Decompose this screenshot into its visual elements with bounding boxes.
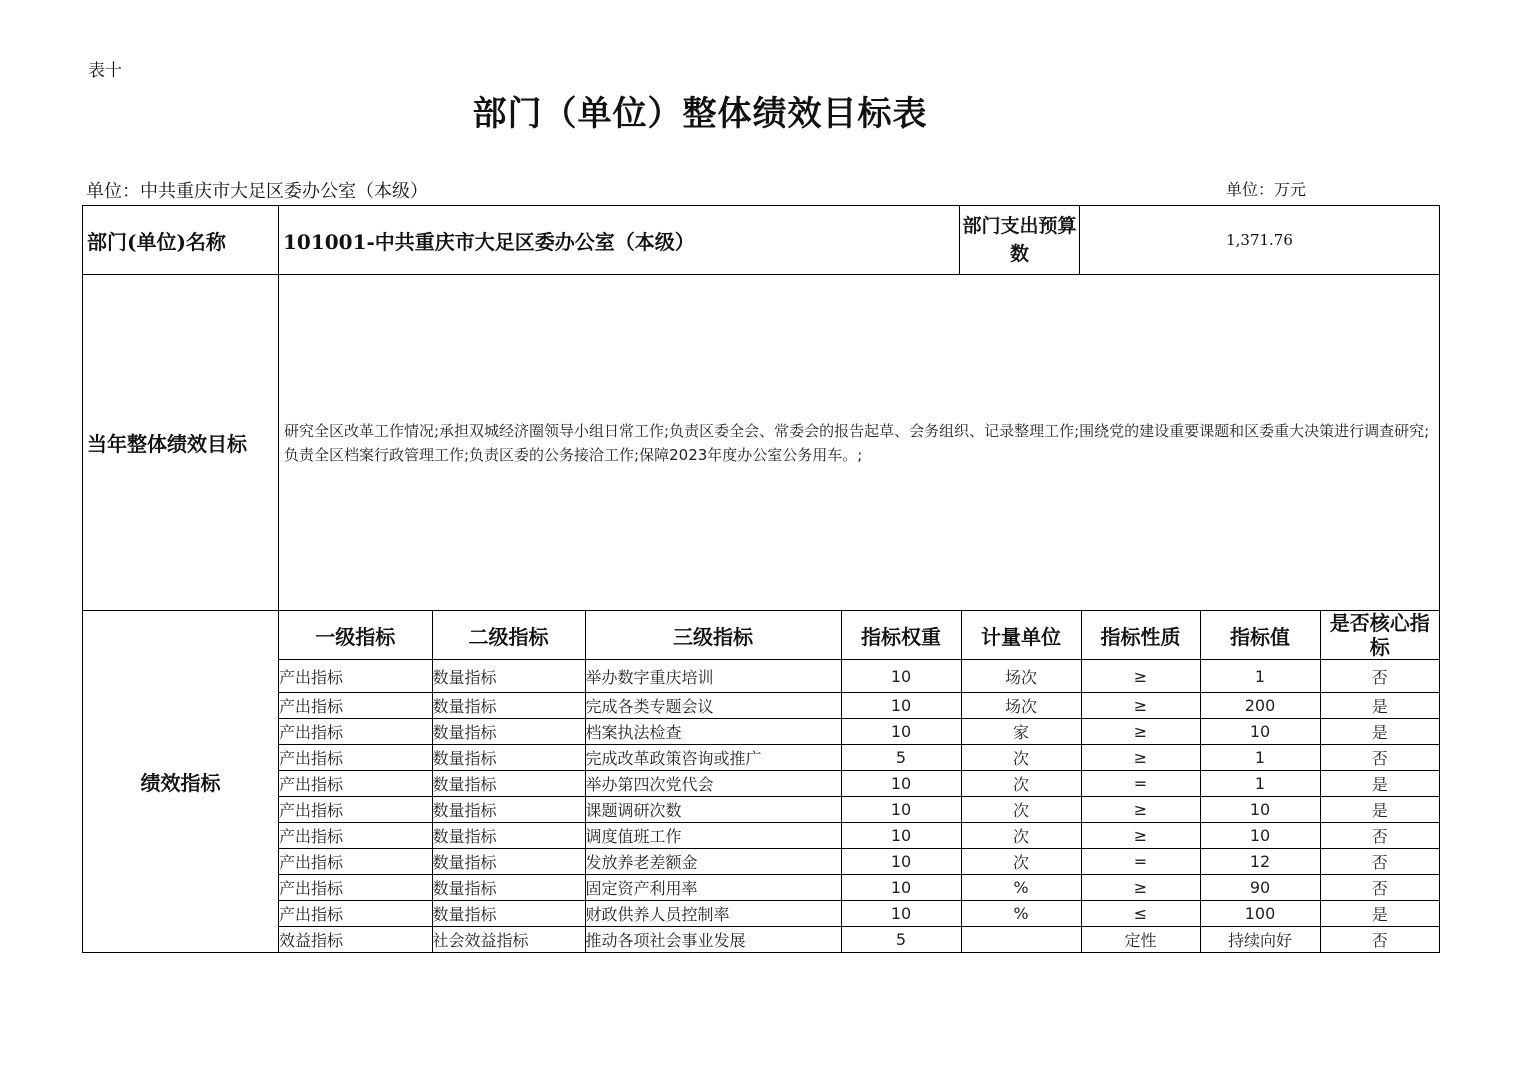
- indicator-row: [279, 875, 1439, 901]
- cell-value: 持续向好: [1200, 927, 1320, 952]
- budget-value: 1,371.76: [1080, 206, 1440, 275]
- cell-core: 否: [1320, 660, 1439, 693]
- cell-nature: =: [1081, 849, 1200, 875]
- cell-level1: 效益指标: [279, 927, 432, 952]
- header-core: 是否核心指标: [1320, 611, 1439, 660]
- cell-unit: 次: [961, 849, 1081, 875]
- cell-nature: =: [1081, 771, 1200, 797]
- cell-unit: 次: [961, 745, 1081, 771]
- cell-unit: %: [961, 901, 1081, 927]
- cell-unit: %: [961, 875, 1081, 901]
- cell-nature: 定性: [1081, 927, 1200, 952]
- cell-value: 90: [1200, 875, 1320, 901]
- cell-weight: 10: [841, 901, 961, 927]
- indicator-row: [279, 901, 1439, 927]
- cell-weight: 10: [841, 771, 961, 797]
- cell-weight: 10: [841, 823, 961, 849]
- cell-weight: 10: [841, 797, 961, 823]
- cell-value: 1: [1200, 771, 1320, 797]
- cell-level3: 举办第四次党代会: [585, 771, 841, 797]
- cell-level3: 完成改革政策咨询或推广: [585, 745, 841, 771]
- cell-level1: 产出指标: [279, 771, 432, 797]
- cell-level3: 完成各类专题会议: [585, 693, 841, 719]
- cell-unit: [961, 927, 1081, 952]
- cell-level3: 推动各项社会事业发展: [585, 927, 841, 952]
- cell-level1: 产出指标: [279, 875, 432, 901]
- annual-goal-label: 当年整体绩效目标: [83, 275, 279, 611]
- header-level1: 一级指标: [279, 611, 432, 660]
- header-unit: 计量单位: [961, 611, 1081, 660]
- cell-level1: 产出指标: [279, 797, 432, 823]
- cell-core: 是: [1320, 771, 1439, 797]
- cell-level2: 数量指标: [432, 719, 585, 745]
- cell-value: 10: [1200, 719, 1320, 745]
- cell-core: 否: [1371, 930, 1388, 950]
- indicator-row: [279, 797, 1439, 823]
- cell-core: 是: [1320, 719, 1439, 745]
- cell-level2: 数量指标: [432, 849, 585, 875]
- cell-level3: 财政供养人员控制率: [585, 901, 841, 927]
- cell-level1: 产出指标: [279, 719, 432, 745]
- cell-unit: 场次: [961, 660, 1081, 693]
- cell-level3: 档案执法检查: [585, 719, 841, 745]
- cell-level2: 数量指标: [432, 693, 585, 719]
- cell-value: 200: [1200, 693, 1320, 719]
- cell-value: 10: [1200, 823, 1320, 849]
- cell-value: 12: [1200, 849, 1320, 875]
- indicator-row: [279, 719, 1439, 745]
- cell-level1: 产出指标: [279, 849, 432, 875]
- indicator-row: [279, 823, 1439, 849]
- cell-weight: 5: [841, 745, 961, 771]
- cell-level1: 产出指标: [279, 660, 432, 693]
- header-value: 指标值: [1200, 611, 1320, 660]
- cell-level2: 数量指标: [432, 771, 585, 797]
- cell-core: 是: [1320, 901, 1439, 927]
- cell-core: 否: [1320, 823, 1439, 849]
- indicator-table: [279, 611, 1439, 952]
- performance-target-table: [82, 205, 1440, 953]
- cell-weight: 10: [841, 660, 961, 693]
- annual-goal-text: 研究全区改革工作情况;承担双城经济圈领导小组日常工作;负责区委全会、常委会的报告起草、会务组织、记录整理工作;围绕党的建设重要课题和区委重大决策进行调查研究;负责全区档案行政管理工作;负责区委的公务接洽工作;保障2023年度办公室公务用车。;: [279, 275, 1440, 611]
- cell-level3: 调度值班工作: [585, 823, 841, 849]
- cell-level2: 数量指标: [432, 660, 585, 693]
- cell-unit: 次: [961, 823, 1081, 849]
- cell-weight: 5: [841, 927, 961, 952]
- cell-nature: ≥: [1081, 797, 1200, 823]
- cell-core: 否: [1320, 875, 1439, 901]
- unit-label: 单位：中共重庆市大足区委办公室（本级）: [86, 181, 428, 202]
- indicator-row: [279, 693, 1439, 719]
- indicator-row: [279, 771, 1439, 797]
- cell-core: 否: [1320, 849, 1439, 875]
- cell-level3: 课题调研次数: [585, 797, 841, 823]
- cell-core: 否: [1320, 745, 1439, 771]
- cell-level3: 发放养老差额金: [585, 849, 841, 875]
- cell-value: 100: [1200, 901, 1320, 927]
- cell-level1: 产出指标: [279, 693, 432, 719]
- budget-label: 部门支出预算数: [960, 206, 1080, 275]
- cell-weight: 10: [841, 849, 961, 875]
- cell-nature: ≥: [1081, 875, 1200, 901]
- cell-value: 10: [1200, 797, 1320, 823]
- cell-level2: 数量指标: [432, 901, 585, 927]
- cell-level2: 社会效益指标: [432, 927, 585, 952]
- header-level3: 三级指标: [585, 611, 841, 660]
- indicator-row: [279, 927, 1439, 952]
- cell-unit: 次: [961, 771, 1081, 797]
- cell-unit: 场次: [961, 693, 1081, 719]
- cell-weight: 10: [841, 875, 961, 901]
- dept-name-value: 101001-中共重庆市大足区委办公室（本级）: [279, 206, 960, 275]
- indicator-row: [279, 745, 1439, 771]
- cell-weight: 10: [841, 719, 961, 745]
- cell-core: 是: [1320, 693, 1439, 719]
- cell-level2: 数量指标: [432, 875, 585, 901]
- cell-weight: 10: [841, 693, 961, 719]
- header-level2: 二级指标: [432, 611, 585, 660]
- indicator-header-row: [279, 611, 1439, 660]
- indicator-row: [279, 660, 1439, 693]
- dept-name-label: 部门(单位)名称: [83, 206, 279, 275]
- indicator-row: [279, 849, 1439, 875]
- cell-level3: 固定资产利用率: [585, 875, 841, 901]
- cell-nature: ≥: [1081, 823, 1200, 849]
- performance-indicators-label: 绩效指标: [83, 611, 279, 953]
- cell-level2: 数量指标: [432, 823, 585, 849]
- cell-value: 1: [1200, 660, 1320, 693]
- cell-nature: ≥: [1081, 745, 1200, 771]
- cell-nature: ≥: [1081, 693, 1200, 719]
- sheet-number: 表十: [88, 61, 122, 81]
- cell-unit: 次: [961, 797, 1081, 823]
- cell-nature: ≥: [1081, 660, 1200, 693]
- currency-unit-label: 单位：万元: [1226, 180, 1307, 199]
- cell-core: 是: [1320, 797, 1439, 823]
- header-weight: 指标权重: [841, 611, 961, 660]
- cell-nature: ≤: [1081, 901, 1200, 927]
- cell-nature: ≥: [1081, 719, 1200, 745]
- header-nature: 指标性质: [1081, 611, 1200, 660]
- cell-level1: 产出指标: [279, 901, 432, 927]
- cell-level1: 产出指标: [279, 745, 432, 771]
- cell-level1: 产出指标: [279, 823, 432, 849]
- cell-level2: 数量指标: [432, 797, 585, 823]
- cell-unit: 家: [961, 719, 1081, 745]
- page-title: 部门（单位）整体绩效目标表: [472, 94, 928, 134]
- cell-level3: 举办数字重庆培训: [585, 660, 841, 693]
- cell-value: 1: [1200, 745, 1320, 771]
- cell-level2: 数量指标: [432, 745, 585, 771]
